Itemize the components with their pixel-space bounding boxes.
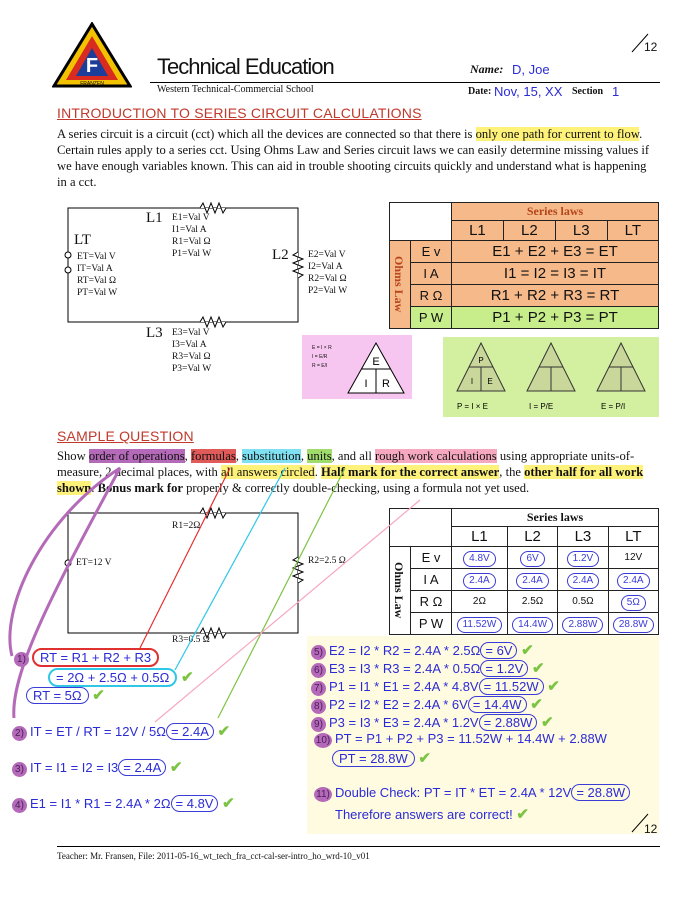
name-field[interactable]: D, Joe [512,62,550,77]
law-formula: E1 + E2 + E3 = ET [452,241,659,263]
sample-title: SAMPLE QUESTION [57,428,194,444]
work-step-4: 4) E1 = I1 * R1 = 2.4A * 2Ω = 4.8V ✔ [12,794,235,813]
work-step-6: 6) E3 = I3 * R3 = 2.4A * 0.5Ω = 1.2V ✔ [311,659,545,678]
answer-cell[interactable]: 11.52W [457,617,503,633]
answer-cell: 2.5Ω [507,591,557,613]
answer-cell[interactable]: 1.2V [567,551,600,567]
power-triangle-card [443,337,659,417]
work-step-9: 9) P3 = I3 * E3 = 2.4A * 1.2V = 2.88W ✔ [311,713,554,732]
series-laws-header: Series laws [452,203,659,221]
resistor-R3: R3=0.5 Ω [172,635,210,645]
page-number-bottom: 12 [644,822,658,836]
footer-rule [57,846,660,847]
col-L3: L3 [558,527,608,547]
col-L1: L1 [452,221,504,241]
header-rule [150,82,660,83]
work-step-2: 2) IT = ET / RT = 12V / 5Ω = 2.4A ✔ [12,722,230,741]
col-LT: LT [607,221,658,241]
lamp-L3-label: L3 [146,325,163,341]
svg-text:I: I [364,378,368,390]
answer-cell: 12V [608,547,658,569]
source-E: ET=12 V [76,558,112,568]
answer-cell[interactable]: 2.4A [516,573,549,589]
answer-ohms-label: Ohms Law [390,547,411,635]
date-field[interactable]: Nov, 15, XX [494,84,563,99]
svg-text:E: E [487,377,493,386]
work-step-5: 5) E2 = I2 * R2 = 2.4A * 2.5Ω = 6V ✔ [311,641,534,660]
page-number-top: 12 [644,40,658,54]
work-step-10-answer: PT = 28.8W ✔ [332,749,431,767]
law-formula: P1 + P2 + P3 = PT [452,307,659,329]
svg-text:E = P/I: E = P/I [601,402,626,411]
answer-cell[interactable]: 6V [520,551,544,567]
answer-cell[interactable]: 2.4A [463,573,496,589]
svg-text:FRANZEN: FRANZEN [80,81,104,87]
conclusion-text: Therefore answers are correct! ✔ [335,806,529,823]
svg-text:E: E [372,356,380,368]
answer-cell: 0.5Ω [558,591,608,613]
lamp-LT-values: ET=Val V IT=Val A RT=Val Ω PT=Val W [77,252,118,298]
row-label: R Ω [411,591,452,613]
row-label: I A [411,263,452,285]
ohms-law-label: Ohms Law [390,241,411,329]
lamp-L2-values: E2=Val V I2=Val A R2=Val Ω P2=Val W [308,250,348,296]
row-label: E v [411,547,452,569]
work-step-1b: = 2Ω + 2.5Ω + 0.5Ω ✔ [48,668,194,686]
answer-cell[interactable]: 2.88W [562,617,603,633]
svg-text:R: R [382,378,390,390]
work-step-7: 7) P1 = I1 * E1 = 2.4A * 4.8V = 11.52W ✔ [311,677,560,696]
brand-title: Technical Education [157,54,334,79]
col-L1: L1 [452,527,508,547]
intro-title: INTRODUCTION TO SERIES CIRCUIT CALCULATIONS [57,105,422,121]
lamp-LT-label: LT [74,232,91,248]
svg-text:I: I [470,377,474,386]
answer-cell[interactable]: 4.8V [463,551,496,567]
answer-cell[interactable]: 28.8W [613,617,654,633]
resistor-R1: R1=2Ω [172,521,201,531]
work-step-10: 10) PT = P1 + P2 + P3 = 11.52W + 14.4W + 2.88W [315,731,607,746]
col-LT: LT [608,527,658,547]
svg-text:I = P/E: I = P/E [529,402,554,411]
lamp-L1-values: E1=Val V I1=Val A R1=Val Ω P1=Val W [172,213,212,259]
work-step-3: 3) IT = I1 = I2 = I3 = 2.4A ✔ [12,758,182,777]
row-label: I A [411,569,452,591]
name-label: Name: [470,62,504,76]
answer-series-header: Series laws [452,509,659,527]
work-step-1c: RT = 5Ω ✔ [26,686,105,704]
answer-cell[interactable]: 5Ω [621,595,646,611]
answer-cell: 2Ω [452,591,508,613]
law-formula: I1 = I2 = I3 = IT [452,263,659,285]
col-L2: L2 [507,527,557,547]
answer-cell[interactable]: 14.4W [512,617,553,633]
row-label: R Ω [411,285,452,307]
answer-cell[interactable]: 2.4A [567,573,600,589]
section-field[interactable]: 1 [612,84,620,99]
date-label: Date: [468,86,492,97]
ohms-triangle-card: E = I × R I = E/R R = E/I E I R [302,335,412,399]
row-label: P W [411,613,452,635]
slash-mark [630,32,650,54]
svg-text:F: F [85,55,99,77]
lamp-L1-label: L1 [146,210,163,226]
section-label: Section [572,86,604,97]
lamp-L2-label: L2 [272,247,289,263]
resistor-R2: R2=2.5 Ω [308,556,346,566]
series-laws-table [389,202,659,329]
answer-cell[interactable]: 2.4A [617,573,650,589]
svg-text:P: P [478,356,484,365]
col-L2: L2 [503,221,555,241]
intro-paragraph: A series circuit is a circuit (cct) which all the devices are connected so that there is only one path for current to flow. Certain rules apply to a series cct. Using Ohms Law and Series circuit laws we can easily determine missing values if we have enough variables known. This can aid in trouble shooting circuits quickly and understand what is happening in a cct. [57,127,650,189]
col-L3: L3 [555,221,607,241]
row-label: E v [411,241,452,263]
lamp-L3-values: E3=Val V I3=Val A R3=Val Ω P3=Val W [172,328,212,374]
logo [52,22,132,90]
footer-text: Teacher: Mr. Fransen, File: 2011-05-16_wt_tech_fra_cct-cal-ser-intro_ho_wrd-10_v01 [57,851,370,861]
svg-text:P = I × E: P = I × E [457,402,488,411]
law-formula: R1 + R2 + R3 = RT [452,285,659,307]
work-step-1: 1) RT = R1 + R2 + R3 [14,650,159,667]
work-step-11: 11) Double Check: PT = IT * ET = 2.4A * 12V = 28.8W [314,785,630,802]
row-label: P W [411,307,452,329]
work-step-8: 8) P2 = I2 * E2 = 2.4A * 6V = 14.4W ✔ [311,695,543,714]
school-name: Western Technical-Commercial School [157,84,314,95]
sample-paragraph: Show order of operations, formulas, substitution, units, and all rough work calculations using appropriate units-of-measure, 2 decimal places, with all answers circled. Half mark for the correct answer, the other half for all work shown. Bonus mark for properly & correctly double-checking, using a formula not yet used. [57,449,644,495]
